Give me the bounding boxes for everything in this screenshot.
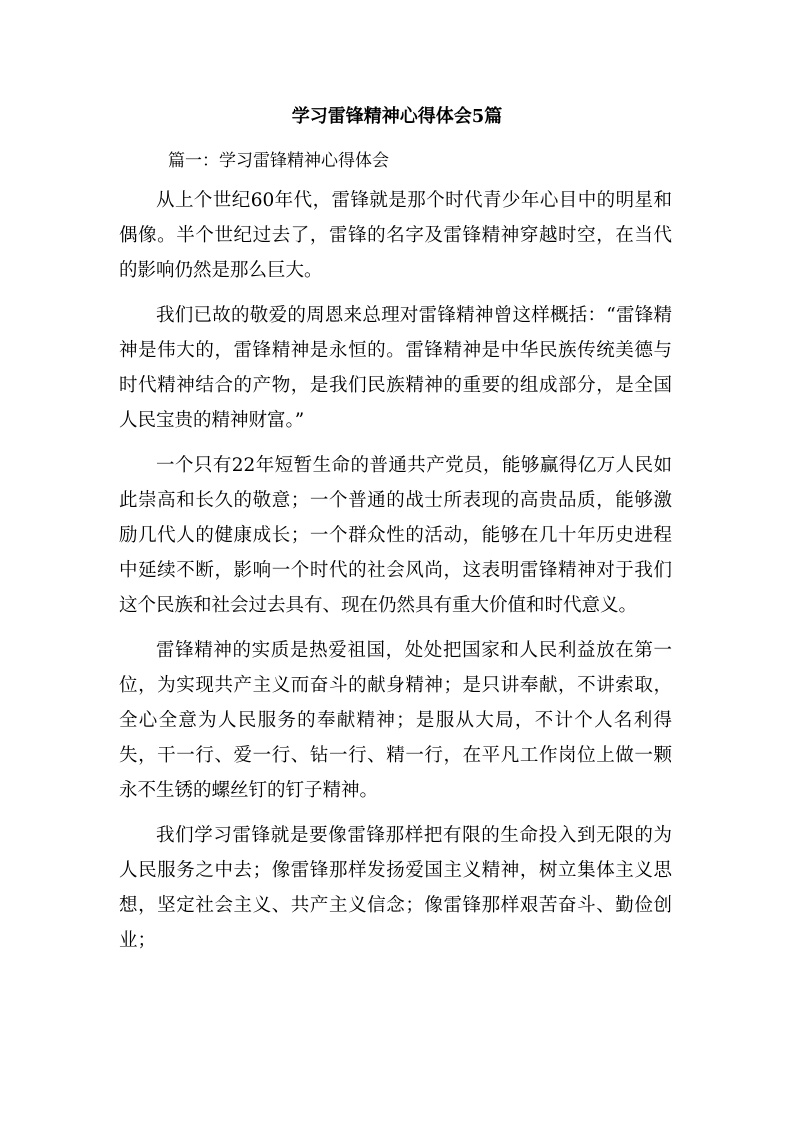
paragraph-2: 我们已故的敬爱的周恩来总理对雷锋精神曾这样概括：“雷锋精神是伟大的，雷锋精神是永恒的。雷锋精神是中华民族传统美德与时代精神结合的产物，是我们民族精神的重要的组成部分，是全国人民宝贵的精神财富。” [119, 305, 672, 431]
document-body [119, 183, 672, 968]
paragraph-3: 一个只有22年短暂生命的普通共产党员，能够赢得亿万人民如此崇高和长久的敬意；一个普通的战士所表现的高贵品质，能够激励几代人的健康成长；一个群众性的活动，能够在几十年历史进程中延续不断，影响一个时代的社会风尚，这表明雷锋精神对于我们这个民族和社会过去具有、现在仍然具有重大价值和时代意义。 [119, 455, 672, 616]
document-title: 学习雷锋精神心得体会5篇 [291, 106, 503, 127]
paragraph-5: 我们学习雷锋就是要像雷锋那样把有限的生命投入到无限的为人民服务之中去；像雷锋那样发扬爱国主义精神，树立集体主义思想，坚定社会主义、共产主义信念；像雷锋那样艰苦奋斗、勤俭创业； [119, 825, 672, 951]
paragraph-4: 雷锋精神的实质是热爱祖国，处处把国家和人民利益放在第一位，为实现共产主义而奋斗的献身精神；是只讲奉献，不讲索取，全心全意为人民服务的奉献精神；是服从大局，不计个人名利得失，干一行、爱一行、钻一行、精一行，在平凡工作岗位上做一颗永不生锈的螺丝钉的钉子精神。 [119, 640, 672, 801]
paragraph-1: 从上个世纪60年代，雷锋就是那个时代青少年心目中的明星和偶像。半个世纪过去了，雷锋的名字及雷锋精神穿越时空，在当代的影响仍然是那么巨大。 [119, 190, 672, 281]
document-subtitle: 篇一：学习雷锋精神心得体会 [168, 151, 389, 171]
